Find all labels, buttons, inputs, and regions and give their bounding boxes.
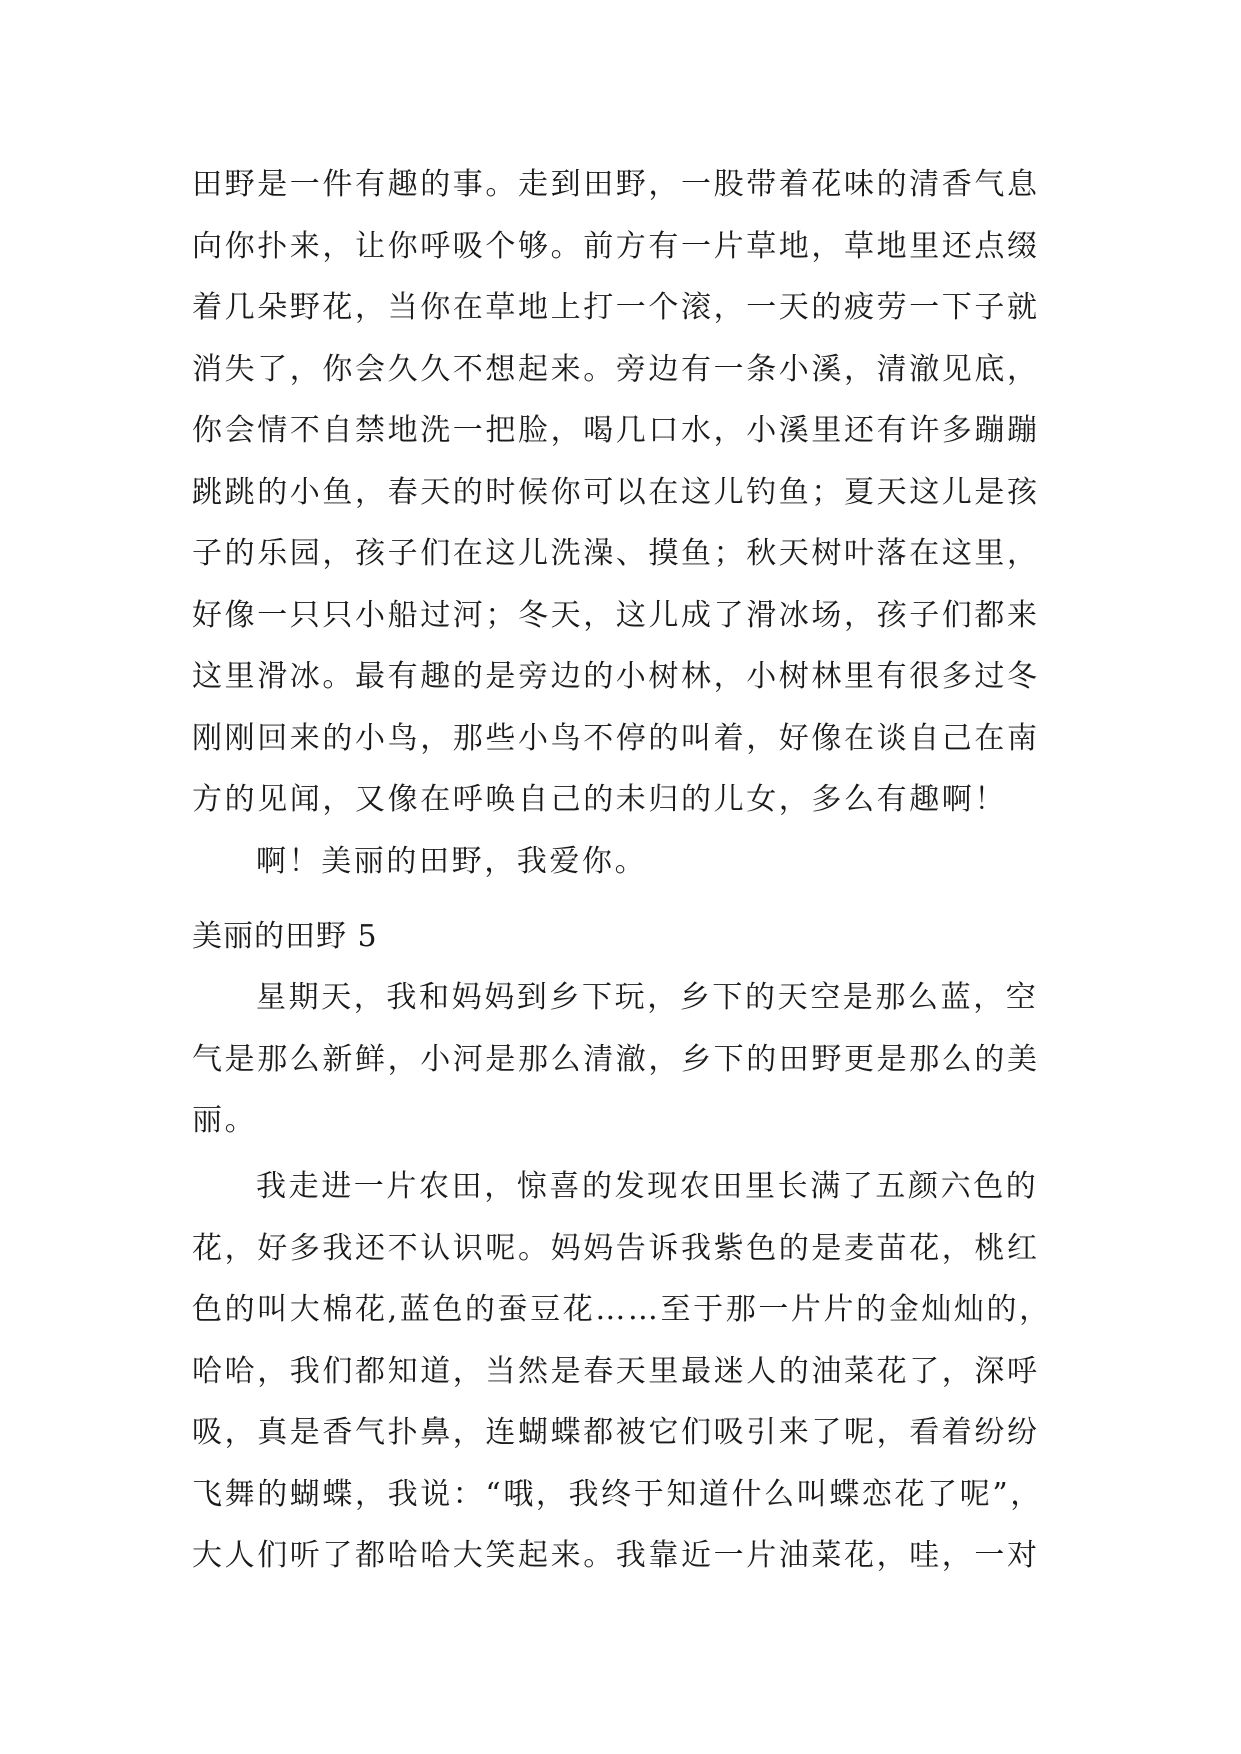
paragraph-line: 哈哈，我们都知道，当然是春天里最迷人的油菜花了，深呼: [192, 1353, 1040, 1389]
paragraph-line: 着几朵野花，当你在草地上打一个滚，一天的疲劳一下子就: [192, 290, 1040, 325]
paragraph-line: 吸，真是香气扑鼻，连蝴蝶都被它们吸引来了呢，看着纷纷: [192, 1415, 1040, 1450]
paragraph-line: 田野是一件有趣的事。走到田野，一股带着花味的清香气息: [192, 167, 1040, 202]
paragraph-line: 你会情不自禁地洗一把脸，喝几口水，小溪里还有许多蹦蹦: [192, 413, 1040, 448]
paragraph-line: 丽。: [192, 1103, 258, 1138]
paragraph-line: 大人们听了都哈哈大笑起来。我靠近一片油菜花，哇，一对: [192, 1538, 1040, 1573]
paragraph-line: 刚刚回来的小鸟，那些小鸟不停的叫着，好像在谈自己在南: [192, 720, 1040, 756]
paragraph-line: 飞舞的蝴蝶，我说：“哦，我终于知道什么叫蝶恋花了呢”，: [192, 1476, 1043, 1512]
paragraph-line: 方的见闻，又像在呼唤自己的未归的儿女，多么有趣啊！: [192, 782, 1007, 817]
paragraph-line: 花，好多我还不认识呢。妈妈告诉我紫色的是麦苗花，桃红: [192, 1230, 1040, 1266]
paragraph-line: 色的叫大棉花,蓝色的蚕豆花……至于那一片片的金灿灿的，: [192, 1292, 1052, 1327]
paragraph-line: 跳跳的小鱼，春天的时候你可以在这儿钓鱼；夏天这儿是孩: [192, 474, 1040, 510]
paragraph-line: 子的乐园，孩子们在这儿洗澡、摸鱼；秋天树叶落在这里，: [192, 536, 1040, 571]
paragraph-line: 这里滑冰。最有趣的是旁边的小树林，小树林里有很多过冬: [192, 659, 1040, 694]
paragraph-3: [192, 967, 1062, 1152]
paragraph-line: 我走进一片农田，惊喜的发现农田里长满了五颜六色的: [256, 1169, 1039, 1204]
paragraph-line: 好像一只只小船过河；冬天，这儿成了滑冰场，孩子们都来: [192, 597, 1040, 633]
paragraph-line: 向你扑来，让你呼吸个够。前方有一片草地，草地里还点缀: [192, 228, 1040, 264]
paragraph-line: 气是那么新鲜，小河是那么清澈，乡下的田野更是那么的美: [192, 1041, 1040, 1077]
paragraph-line: 消失了，你会久久不想起来。旁边有一条小溪，清澈见底，: [192, 351, 1040, 387]
section-heading: 美丽的田野 5: [192, 919, 378, 954]
paragraph-2-line: 啊！美丽的田野，我爱你。: [256, 843, 648, 879]
paragraph-1: [192, 154, 1062, 892]
paragraph-4: [192, 1156, 1062, 1587]
paragraph-line: 星期天，我和妈妈到乡下玩，乡下的天空是那么蓝，空: [256, 980, 1039, 1015]
